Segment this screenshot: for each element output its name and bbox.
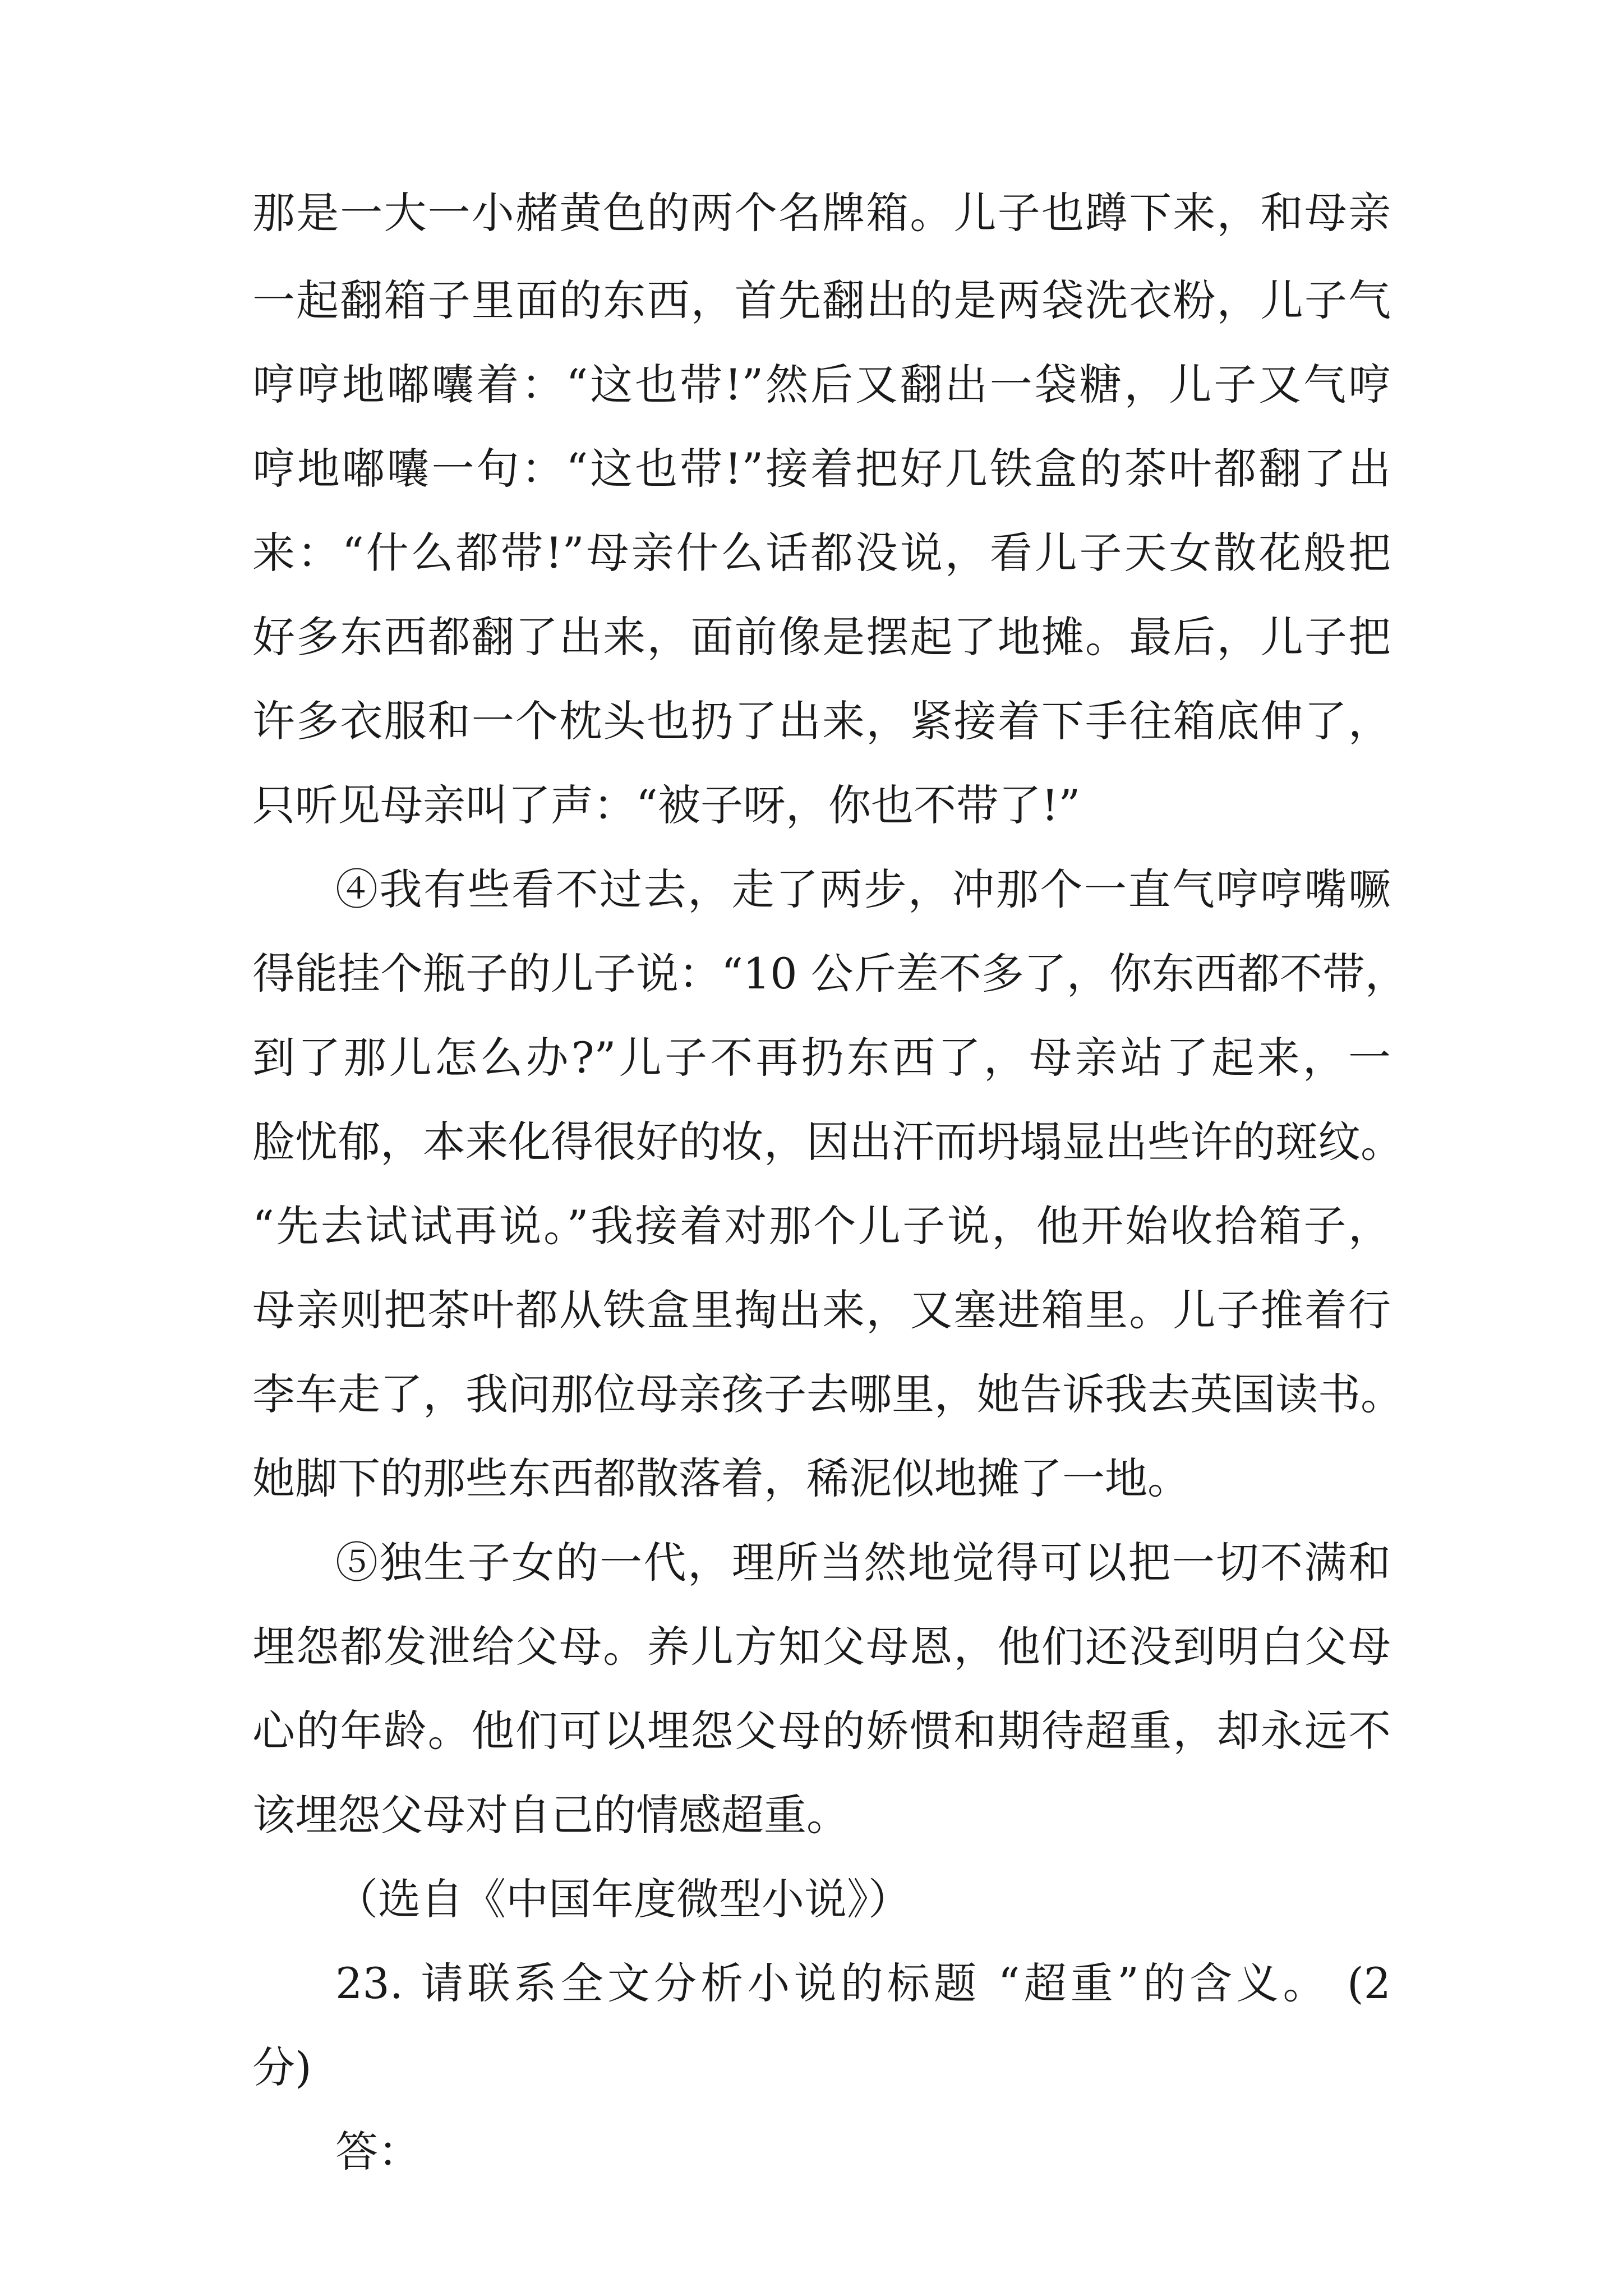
paragraph-line: 埋怨都发泄给父母。养儿方知父母恩，他们还没到明白父母 xyxy=(252,1622,1391,1672)
paragraph-line: 李车走了，我问那位母亲孩子去哪里，她告诉我去英国读书。 xyxy=(252,1369,1403,1419)
paragraph-line: 一起翻箱子里面的东西，首先翻出的是两袋洗衣粉，儿子气 xyxy=(252,275,1391,325)
paragraph-line: 哼地嘟囔一句：“这也带!”接着把好几铁盒的茶叶都翻了出 xyxy=(252,444,1391,494)
paragraph-line: 脸忧郁，本来化得很好的妆，因出汗而坍塌显出些许的斑纹。 xyxy=(252,1117,1403,1167)
paragraph-line: 来：“什么都带!”母亲什么话都没说，看儿子天女散花般把 xyxy=(252,528,1391,578)
answer-label: 答： xyxy=(335,2127,421,2177)
paragraph-line: 母亲则把茶叶都从铁盒里掏出来，又塞进箱里。儿子推着行 xyxy=(252,1285,1391,1335)
paragraph-line: 她脚下的那些东西都散落着，稀泥似地摊了一地。 xyxy=(252,1453,1190,1503)
paragraph-line: 心的年龄。他们可以埋怨父母的娇惯和期待超重，却永远不 xyxy=(252,1706,1391,1756)
paragraph-line: 许多衣服和一个枕头也扔了出来，紧接着下手往箱底伸了， xyxy=(252,696,1391,746)
paragraph-line: 到了那儿怎么办?”儿子不再扔东西了，母亲站了起来，一 xyxy=(252,1033,1391,1083)
paragraph-line: 该埋怨父母对自己的情感超重。 xyxy=(252,1790,849,1840)
paragraph-line: 那是一大一小赭黄色的两个名牌箱。儿子也蹲下来，和母亲 xyxy=(252,188,1391,238)
paragraph-line: 好多东西都翻了出来，面前像是摆起了地摊。最后，儿子把 xyxy=(252,612,1391,662)
source-citation: （选自《中国年度微型小说》） xyxy=(335,1874,911,1924)
paragraph-line: “先去试试再说。”我接着对那个儿子说，他开始收拾箱子， xyxy=(252,1201,1391,1251)
question-23-continued: 分) xyxy=(252,2042,312,2092)
paragraph-5-start: ⑤独生子女的一代，理所当然地觉得可以把一切不满和 xyxy=(335,1538,1391,1588)
paragraph-line: 哼哼地嘟囔着：“这也带!”然后又翻出一袋糖，儿子又气哼 xyxy=(252,360,1391,409)
question-23: 23. 请联系全文分析小说的标题 “超重”的含义。 (2 xyxy=(335,1958,1391,2008)
paragraph-4-start: ④我有些看不过去，走了两步，冲那个一直气哼哼嘴噘 xyxy=(335,864,1391,914)
paragraph-line: 只听见母亲叫了声：“被子呀，你也不带了!” xyxy=(252,780,1081,830)
paragraph-line: 得能挂个瓶子的儿子说：“10 公斤差不多了，你东西都不带， xyxy=(252,949,1408,999)
